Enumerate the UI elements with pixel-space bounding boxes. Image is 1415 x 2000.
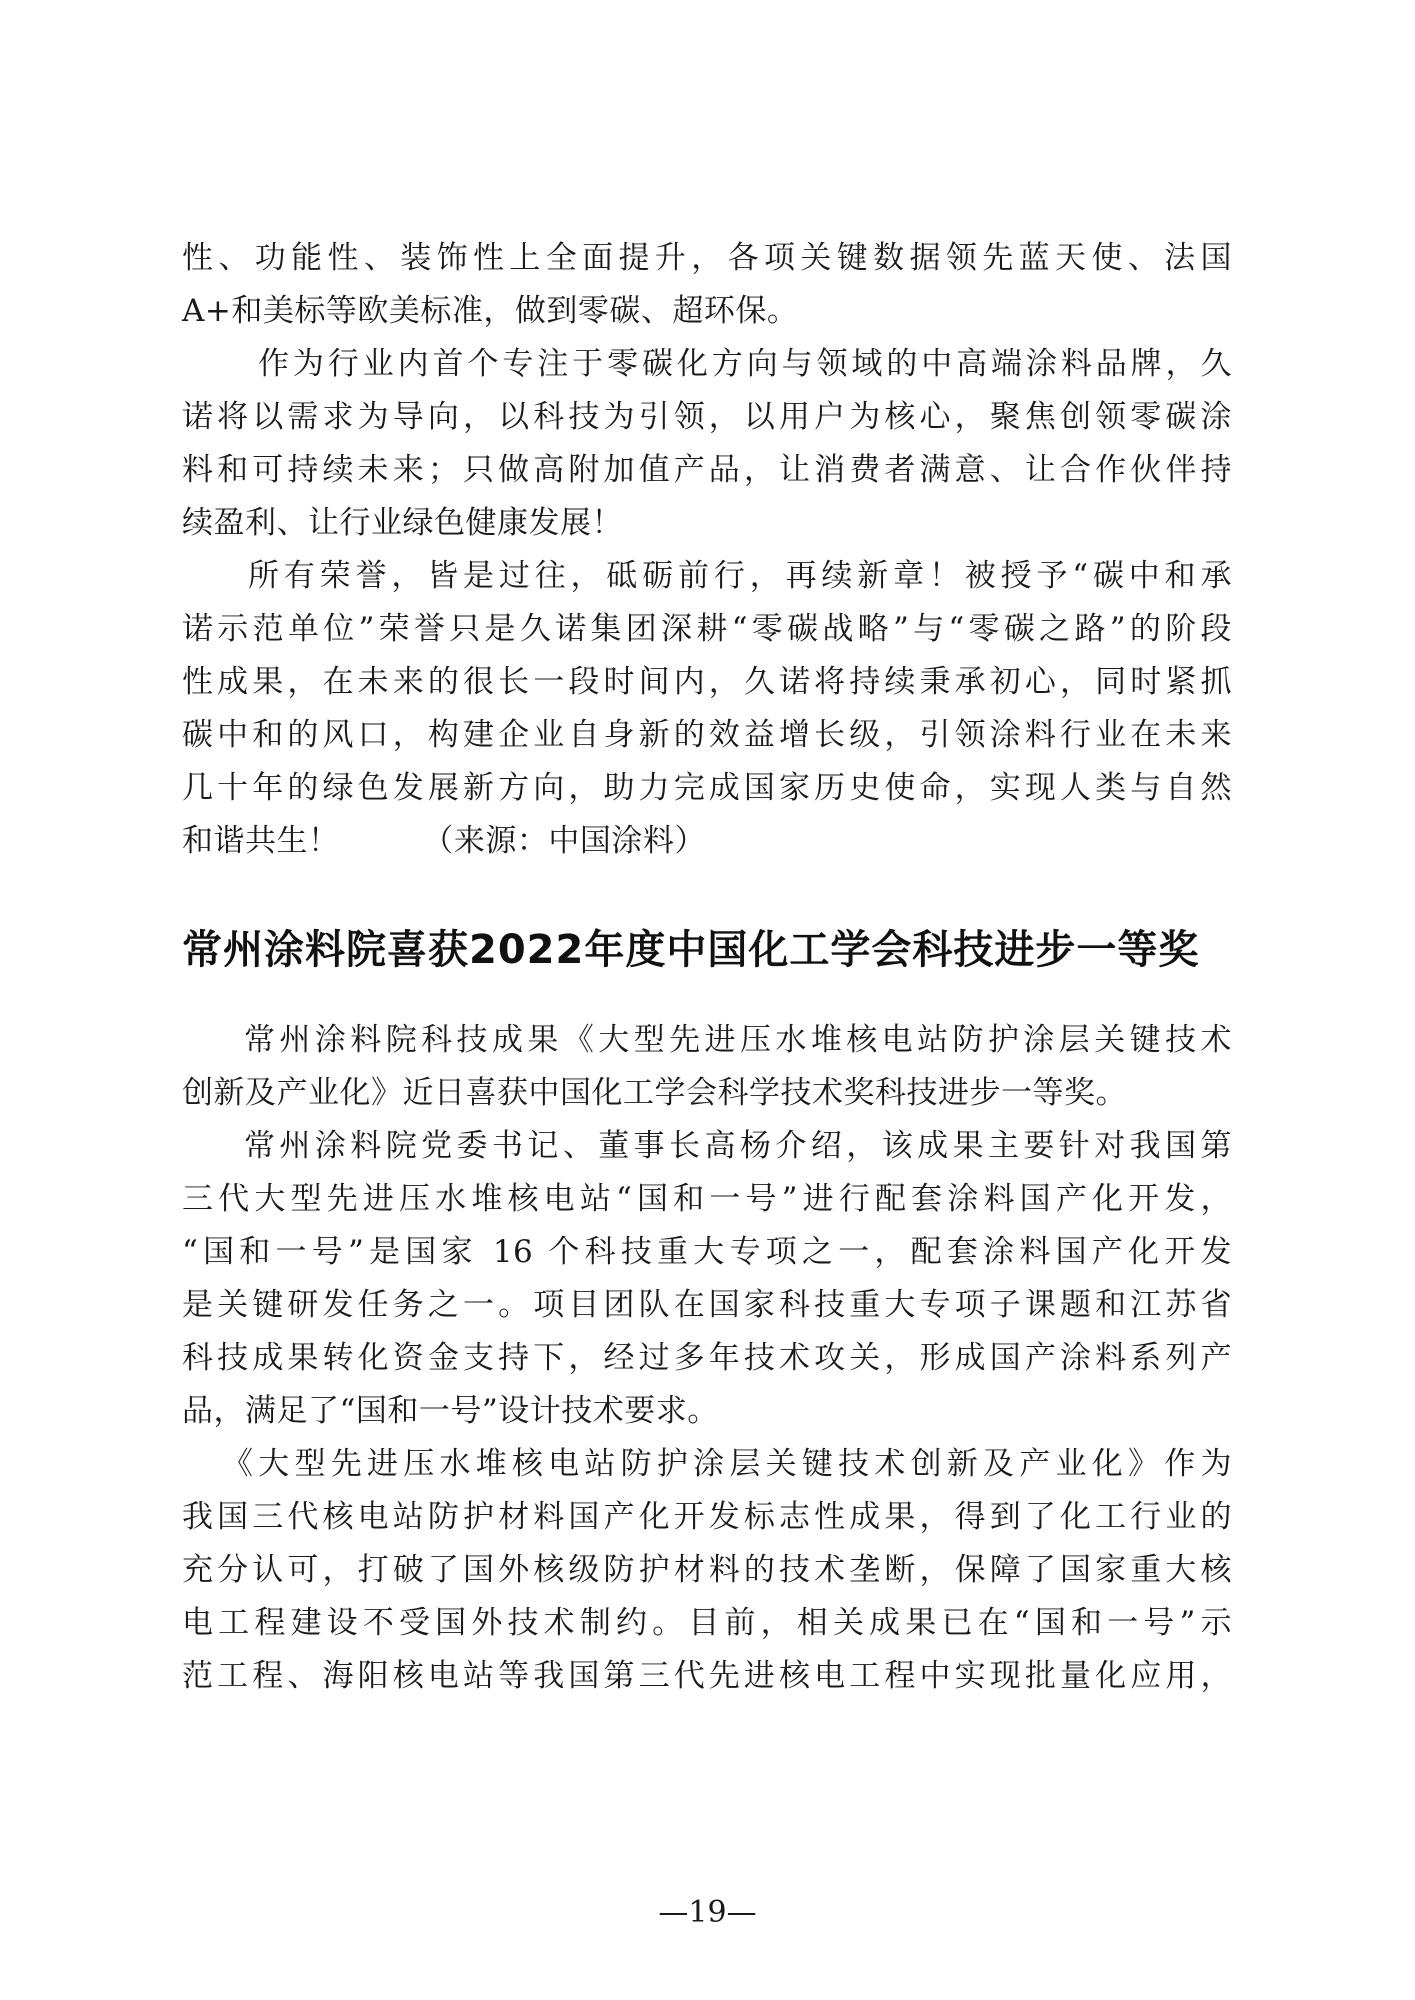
text-line: 品，满足了“国和一号”设计技术要求。 <box>182 1393 719 1429</box>
article-title: 常州涂料院喜获2022年度中国化工学会科技进步一等奖 <box>182 927 1200 973</box>
text-line: 常州涂料院党委书记、董事长高杨介绍，该成果主要针对我国第 <box>244 1128 1232 1164</box>
text-line: 三代大型先进压水堆核电站“国和一号”进行配套涂料国产化开发， <box>182 1181 1232 1217</box>
text-line: 是关键研发任务之一。项目团队在国家科技重大专项子课题和江苏省 <box>182 1287 1232 1323</box>
text-line: 碳中和的风口，构建企业自身新的效益增长级，引领涂料行业在未来 <box>182 717 1232 753</box>
paragraph <box>182 550 1232 868</box>
text-line: 充分认可，打破了国外核级防护材料的技术垄断，保障了国家重大核 <box>182 1552 1232 1588</box>
text-line: 所有荣誉，皆是过往，砥砺前行，再续新章！被授予“碳中和承 <box>248 558 1232 594</box>
text-line: 电工程建设不受国外技术制约。目前，相关成果已在“国和一号”示 <box>182 1605 1232 1641</box>
paragraph <box>182 1438 1232 1703</box>
text-line: 常州涂料院科技成果《大型先进压水堆核电站防护涂层关键技术 <box>244 1022 1232 1058</box>
text-line: 续盈利、让行业绿色健康发展！ <box>182 505 623 541</box>
text-line: 料和可持续未来；只做高附加值产品，让消费者满意、让合作伙伴持 <box>182 452 1232 488</box>
paragraph <box>182 1014 1232 1120</box>
text-line: 作为行业内首个专注于零碳化方向与领域的中高端涂料品牌，久 <box>258 346 1232 382</box>
text-line: A+和美标等欧美标准，做到零碳、超环保。 <box>182 293 799 329</box>
text-line: 《大型先进压水堆核电站防护涂层关键技术创新及产业化》作为 <box>222 1446 1232 1482</box>
text-line: 诺示范单位”荣誉只是久诺集团深耕“零碳战略”与“零碳之路”的阶段 <box>182 611 1232 647</box>
text-line: 我国三代核电站防护材料国产化开发标志性成果，得到了化工行业的 <box>182 1499 1232 1535</box>
page-number: —19— <box>658 1895 757 1930</box>
document-page <box>182 232 1232 1703</box>
paragraph <box>182 338 1232 550</box>
text-line: 和谐共生！ （来源：中国涂料） <box>182 823 706 859</box>
paragraph <box>182 1120 1232 1438</box>
text-line: 创新及产业化》近日喜获中国化工学会科学技术奖科技进步一等奖。 <box>182 1075 1127 1111</box>
text-line: 科技成果转化资金支持下，经过多年技术攻关，形成国产涂料系列产 <box>182 1340 1232 1376</box>
text-line: “国和一号”是国家 16 个科技重大专项之一，配套涂料国产化开发 <box>182 1234 1232 1270</box>
paragraph <box>182 232 1232 338</box>
text-line: 性、功能性、装饰性上全面提升，各项关键数据领先蓝天使、法国 <box>182 240 1232 276</box>
text-line: 诺将以需求为导向，以科技为引领，以用户为核心，聚焦创领零碳涂 <box>182 399 1232 435</box>
text-line: 性成果，在未来的很长一段时间内，久诺将持续秉承初心，同时紧抓 <box>182 664 1232 700</box>
text-line: 几十年的绿色发展新方向，助力完成国家历史使命，实现人类与自然 <box>182 770 1232 806</box>
text-line: 范工程、海阳核电站等我国第三代先进核电工程中实现批量化应用， <box>182 1658 1232 1694</box>
